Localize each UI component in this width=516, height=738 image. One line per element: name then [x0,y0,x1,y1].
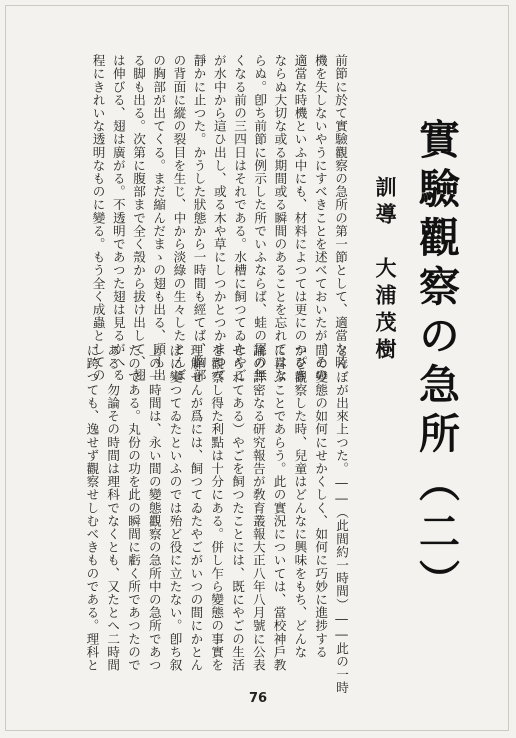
text-column-line: 間の變態の如何にせかくしく、如何に巧妙に進捗する [313,344,329,659]
text-column-line: 適當な時機といふ中にも、材料によつては更にのつぴき [292,54,308,382]
article-title: 實驗觀察の急所（二） [412,118,460,608]
text-column-line: たのである。丸份の功を此の瞬間に虧く所であつたので [126,344,141,672]
text-column-line: せられてある）やごを飼つたことには、既にやごの生活 [230,344,245,672]
text-column-line: 前節に於て實驗觀察の急所の第一節として、適當な時 [333,54,348,369]
text-column-line: は伸びる、翅は廣がる。不透明であつた翅は見るがへる [110,54,126,382]
text-column-line: 上の一時間は、永い間の變態觀察の急所中の急所であつ [146,344,162,672]
text-column-line: が水中から這ひ出し、或る木や草にしつかとつかまつて [211,54,227,382]
text-column-line: ある。勿論その時間は理科でなくとも、又たとへ二時間 [105,344,121,672]
text-column-line: の背面に縱の裂目を生じ、中から淡綠の生々したとんぼ [171,54,187,382]
text-column-line: の胸部が出てくる。まだ縮んだまゝの翅も出る、頭も出 [151,54,167,382]
text-column-line: とんぼが出來上つた。――（此間約一時間）――此の一時 [334,344,349,695]
text-column-line: 機を失しないやうにすべきことを述べておいたが、その [312,54,328,382]
text-column-line: 靜かに止つた。かうした狀態から一時間も經てば、胸部 [191,54,207,382]
page-number: 76 [248,691,268,706]
text-column-line: ぼに變つてゐたといふのでは殆ど役に立たない。卽ち叙 [167,344,183,672]
text-column-line: 程にきれいな透明なものに變る。もう全く成蟲としての [90,54,106,382]
text-column-line: ならぬ大切な或る期間或る瞬間のあることを忘れてはな [272,54,288,382]
text-column-line: 諭の詳密なる研究報告が敎育叢報大正八年八月號に公表 [250,344,266,672]
text-column-line: らぬ。卽ち前節に例示した所でいふならば、蛙の尾の無 [252,54,268,382]
author-byline: 訓導 大浦茂樹 [373,176,398,365]
text-column-line: 理解せんが爲には、飼つてゐたやごがいつの間にかとん [188,344,204,672]
text-column-line: る脚も出る。次第に腹部まで全く殼から拔け出して、翅 [131,54,146,382]
text-column-line: を觀察し得た利點は十分にある。併し乍ら變態の事實を [209,344,225,672]
text-column-line: に喜ぶことであらう。此の實況については、當校神戶教 [271,344,287,672]
text-column-line: かを觀察した時、兒童はどんなに興味をもち、どんな [292,344,308,659]
text-column-line: くなる前の三四日はそれである。水槽に飼つてゐたやご [232,54,247,382]
text-column-line: に跨つても、逸せず觀察せしむべきものである。理科と [84,344,100,672]
